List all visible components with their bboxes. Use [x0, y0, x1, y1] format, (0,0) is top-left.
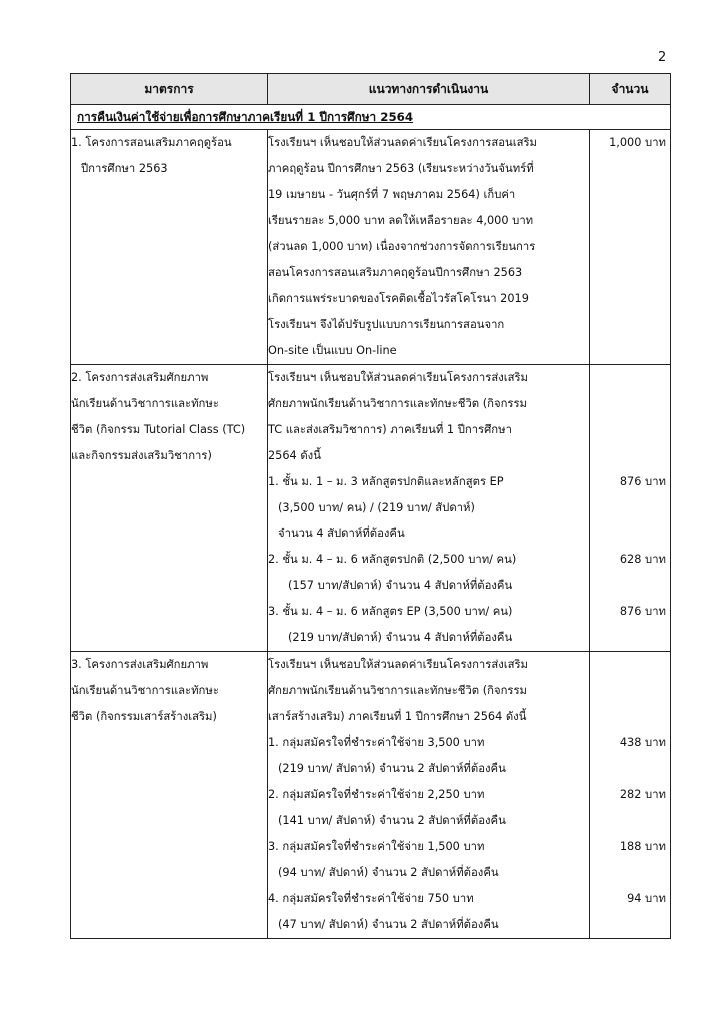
measure-line: นักเรียนด้านวิชาการและทักษะ: [71, 684, 219, 697]
guideline-item-line: จำนวน 4 สัปดาห์ที่ต้องคืน: [278, 527, 405, 540]
guideline-line: On-site เป็นแบบ On-line: [268, 344, 397, 357]
guideline-item-line: (141 บาท/ สัปดาห์) จำนวน 2 สัปดาห์ที่ต้องคืน: [278, 814, 506, 827]
measures-table: [70, 73, 671, 939]
measure-line: 1. โครงการสอนเสริมภาคฤดูร้อน: [71, 136, 232, 149]
guideline-item-line: (94 บาท/ สัปดาห์) จำนวน 2 สัปดาห์ที่ต้องคืน: [278, 866, 499, 879]
guideline-line: โรงเรียนฯ เห็นชอบให้ส่วนลดค่าเรียนโครงการส่งเสริม: [268, 371, 529, 384]
guideline-line: โรงเรียนฯ เห็นชอบให้ส่วนลดค่าเรียนโครงการสอนเสริม: [268, 136, 537, 149]
guideline-line: (ส่วนลด 1,000 บาท) เนื่องจากช่วงการจัดการเรียนการ: [268, 240, 536, 253]
guideline-cell: [268, 130, 590, 365]
guideline-line: สอนโครงการสอนเสริมภาคฤดูร้อนปีการศึกษา 2563: [268, 266, 523, 279]
table-row: [71, 365, 671, 652]
amount-value: 876 บาท: [619, 605, 666, 618]
amount-value: 438 บาท: [619, 736, 666, 749]
measure-line: ชีวิต (กิจกรรม Tutorial Class (TC): [71, 423, 246, 436]
measure-cell: [71, 365, 268, 652]
guideline-line: ภาคฤดูร้อน ปีการศึกษา 2563 (เรียนระหว่างวันจันทร์ที่: [268, 162, 534, 175]
header-amount: จำนวน: [590, 74, 671, 105]
guideline-line: ศักยภาพนักเรียนด้านวิชาการและทักษะชีวิต (กิจกรรม: [268, 684, 528, 697]
measure-line: 3. โครงการส่งเสริมศักยภาพ: [71, 658, 209, 671]
amount-value: 188 บาท: [619, 840, 666, 853]
table-row: [71, 130, 671, 365]
guideline-line: โรงเรียนฯ จึงได้ปรับรูปแบบการเรียนการสอนจาก: [268, 318, 505, 331]
guideline-item-line: 2. ชั้น ม. 4 – ม. 6 หลักสูตรปกติ (2,500 บาท/ คน): [268, 553, 517, 566]
guideline-item-line: (47 บาท/ สัปดาห์) จำนวน 2 สัปดาห์ที่ต้องคืน: [278, 918, 499, 931]
guideline-item-line: 3. ชั้น ม. 4 – ม. 6 หลักสูตร EP (3,500 บาท/ คน): [268, 605, 513, 618]
amount-value: 628 บาท: [619, 553, 666, 566]
measure-cell: [71, 652, 268, 939]
amount-value: 1,000 บาท: [609, 136, 666, 149]
measure-line: และกิจกรรมส่งเสริมวิชาการ): [71, 449, 212, 462]
amount-value: 94 บาท: [627, 892, 666, 905]
amount-value: 876 บาท: [619, 475, 666, 488]
measure-cell: [71, 130, 268, 365]
section-title: การคืนเงินค่าใช้จ่ายเพื่อการศึกษาภาคเรียนที่ 1 ปีการศึกษา 2564: [71, 105, 671, 130]
guideline-item-line: (3,500 บาท/ คน) / (219 บาท/ สัปดาห์): [278, 501, 475, 514]
guideline-cell: [268, 652, 590, 939]
page-number: 2: [658, 50, 667, 65]
measure-line: นักเรียนด้านวิชาการและทักษะ: [71, 397, 219, 410]
measure-line: ปีการศึกษา 2563: [81, 162, 168, 175]
guideline-line: เสาร์สร้างเสริม) ภาคเรียนที่ 1 ปีการศึกษา 2564 ดังนี้: [268, 710, 527, 723]
guideline-cell: [268, 365, 590, 652]
guideline-item-line: (219 บาท/ สัปดาห์) จำนวน 2 สัปดาห์ที่ต้องคืน: [278, 762, 506, 775]
guideline-line: TC และส่งเสริมวิชาการ) ภาคเรียนที่ 1 ปีการศึกษา: [268, 423, 512, 436]
guideline-item-line: 2. กลุ่มสมัครใจที่ชำระค่าใช้จ่าย 2,250 บาท: [268, 788, 485, 801]
guideline-item-line: 3. กลุ่มสมัครใจที่ชำระค่าใช้จ่าย 1,500 บาท: [268, 840, 485, 853]
guideline-line: 19 เมษายน - วันศุกร์ที่ 7 พฤษภาคม 2564) เก็บค่า: [268, 188, 516, 201]
header-measure: มาตรการ: [71, 74, 268, 105]
amount-cell: [590, 130, 671, 365]
guideline-item-line: (157 บาท/สัปดาห์) จำนวน 4 สัปดาห์ที่ต้องคืน: [288, 579, 513, 592]
guideline-item-line: 1. กลุ่มสมัครใจที่ชำระค่าใช้จ่าย 3,500 บาท: [268, 736, 485, 749]
header-guidelines: แนวทางการดำเนินงาน: [268, 74, 590, 105]
table-row: [71, 652, 671, 939]
amount-cell: [590, 652, 671, 939]
guideline-line: เกิดการแพร่ระบาดของโรคติดเชื้อไวรัสโคโรนา 2019: [268, 292, 529, 305]
guideline-line: เรียนรายละ 5,000 บาท ลดให้เหลือรายละ 4,000 บาท: [268, 214, 534, 227]
measure-line: ชีวิต (กิจกรรมเสาร์สร้างเสริม): [71, 710, 217, 723]
guideline-item-line: 1. ชั้น ม. 1 – ม. 3 หลักสูตรปกติและหลักสูตร EP: [268, 475, 504, 488]
guideline-line: 2564 ดังนี้: [268, 449, 321, 462]
measure-line: 2. โครงการส่งเสริมศักยภาพ: [71, 371, 209, 384]
guideline-item-line: (219 บาท/สัปดาห์) จำนวน 4 สัปดาห์ที่ต้องคืน: [288, 631, 513, 644]
amount-cell: [590, 365, 671, 652]
guideline-item-line: 4. กลุ่มสมัครใจที่ชำระค่าใช้จ่าย 750 บาท: [268, 892, 474, 905]
table-header-row: [71, 74, 671, 105]
section-row: [71, 105, 671, 130]
guideline-line: ศักยภาพนักเรียนด้านวิชาการและทักษะชีวิต (กิจกรรม: [268, 397, 528, 410]
amount-value: 282 บาท: [619, 788, 666, 801]
guideline-line: โรงเรียนฯ เห็นชอบให้ส่วนลดค่าเรียนโครงการส่งเสริม: [268, 658, 529, 671]
